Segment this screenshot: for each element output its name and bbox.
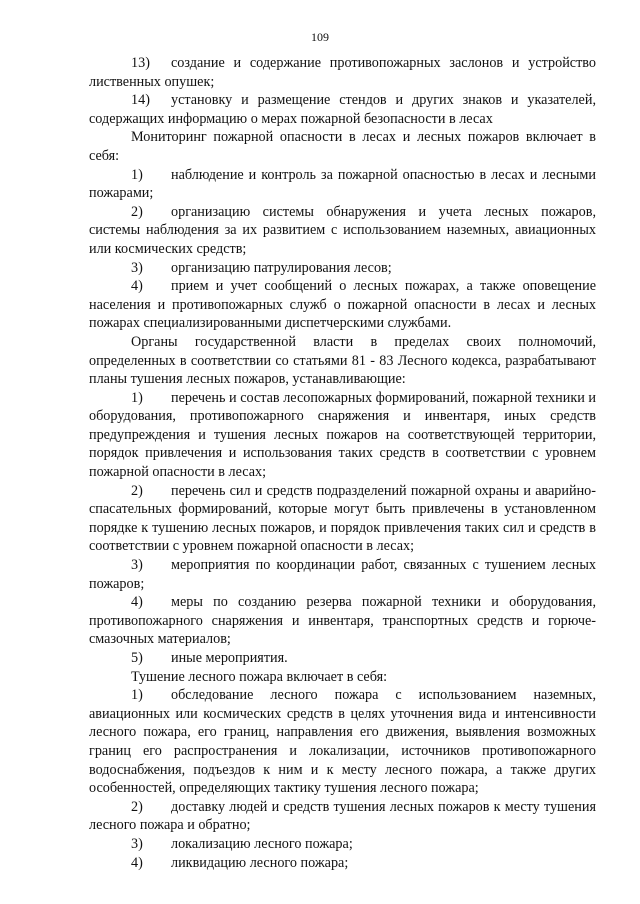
body-text xyxy=(89,54,596,872)
list-item xyxy=(89,593,596,649)
item-text: доставку людей и средств тушения лесных пожаров к месту тушения лесного пожара и обратно; xyxy=(89,798,596,834)
list-item xyxy=(89,686,596,798)
item-number: 2) xyxy=(131,203,143,220)
item-text: установку и размещение стендов и других знаков и указателей, содержащих информацию о мерах пожарной безопасности в лесах xyxy=(89,92,596,127)
item-number: 4) xyxy=(131,594,143,611)
list-item xyxy=(89,854,596,873)
list-item xyxy=(89,91,596,128)
item-text: мероприятия по координации работ, связанных с тушением лесных пожаров; xyxy=(89,557,596,592)
paragraph: Органы государственной власти в пределах своих полномочий, определенных в соответствии со статьями 81 - 83 Лесного кодекса, разрабатывают планы тушения лесных пожаров, устанавливающие: xyxy=(89,333,596,388)
item-number: 1) xyxy=(131,166,143,183)
item-text: меры по созданию резерва пожарной техники и оборудования, противопожарного снаряжения и инвентаря, транспортных средств и горюче-смазочных материалов; xyxy=(89,594,596,648)
item-text: создание и содержание противопожарных заслонов и устройство лиственных опушек; xyxy=(89,55,596,90)
item-number: 2) xyxy=(131,798,143,815)
list-item xyxy=(89,259,596,278)
list-item xyxy=(89,798,596,835)
item-number: 5) xyxy=(131,650,143,666)
paragraph: Мониторинг пожарной опасности в лесах и лесных пожаров включает в себя: xyxy=(89,129,596,164)
item-text: ликвидацию лесного пожара; xyxy=(171,854,349,871)
item-number: 14) xyxy=(131,92,150,109)
list-item xyxy=(89,835,596,854)
item-text: прием и учет сообщений о лесных пожарах, а также оповещение населения и противопожарных служб о пожарной опасности в лесах и лесных пожарах специализированными диспетчерскими службами. xyxy=(89,278,596,332)
item-number: 1) xyxy=(131,389,143,406)
list-item xyxy=(89,203,596,259)
item-number: 1) xyxy=(131,687,143,704)
list-item xyxy=(89,556,596,593)
item-number: 4) xyxy=(131,854,143,871)
item-text: организацию патрулирования лесов; xyxy=(171,259,392,276)
paragraph: Тушение лесного пожара включает в себя: xyxy=(131,668,388,685)
item-number: 3) xyxy=(131,557,143,574)
item-text: иные мероприятия. xyxy=(171,650,288,666)
item-text: перечень и состав лесопожарных формирований, пожарной техники и оборудования, противопожарного снаряжения и инвентаря, иных средств предупреждения и тушения лесных пожаров на соответствующей территории, порядок привлечения и использования таких средств в соответствии с уровнем пожарной опасности в лесах; xyxy=(89,389,596,481)
item-text: перечень сил и средств подразделений пожарной охраны и аварийно-спасательных формирований, которые могут быть привлечены в установленном порядке к тушению лесных пожаров, и порядок привлечения таких сил и средств в соответствии с уровнем пожарной опасности в лесах; xyxy=(89,482,596,555)
list-item xyxy=(89,166,596,203)
item-number: 2) xyxy=(131,482,143,499)
list-item xyxy=(89,389,596,482)
list-item xyxy=(89,482,596,556)
item-number: 3) xyxy=(131,835,143,852)
list-item xyxy=(89,54,596,91)
item-number: 4) xyxy=(131,278,143,295)
page-number: 109 xyxy=(311,30,329,44)
item-text: наблюдение и контроль за пожарной опасностью в лесах и лесными пожарами; xyxy=(89,166,596,202)
item-text: организацию системы обнаружения и учета лесных пожаров, системы наблюдения за их развитием с использованием наземных, авиационных или космических средств; xyxy=(89,203,596,257)
item-number: 3) xyxy=(131,259,143,276)
list-item xyxy=(89,277,596,333)
list-item xyxy=(89,649,596,668)
item-number: 13) xyxy=(131,55,150,71)
item-text: локализацию лесного пожара; xyxy=(171,835,353,852)
item-text: обследование лесного пожара с использованием наземных, авиационных или космических средств в целях уточнения вида и интенсивности лесного пожара, его границ, направления его движения, выявления возможных границ его распространения и локализации, источников противопожарного водоснабжения, подъездов к ним и к месту лесного пожара, а также других особенностей, определяющих тактику тушения лесного пожара; xyxy=(89,687,596,797)
